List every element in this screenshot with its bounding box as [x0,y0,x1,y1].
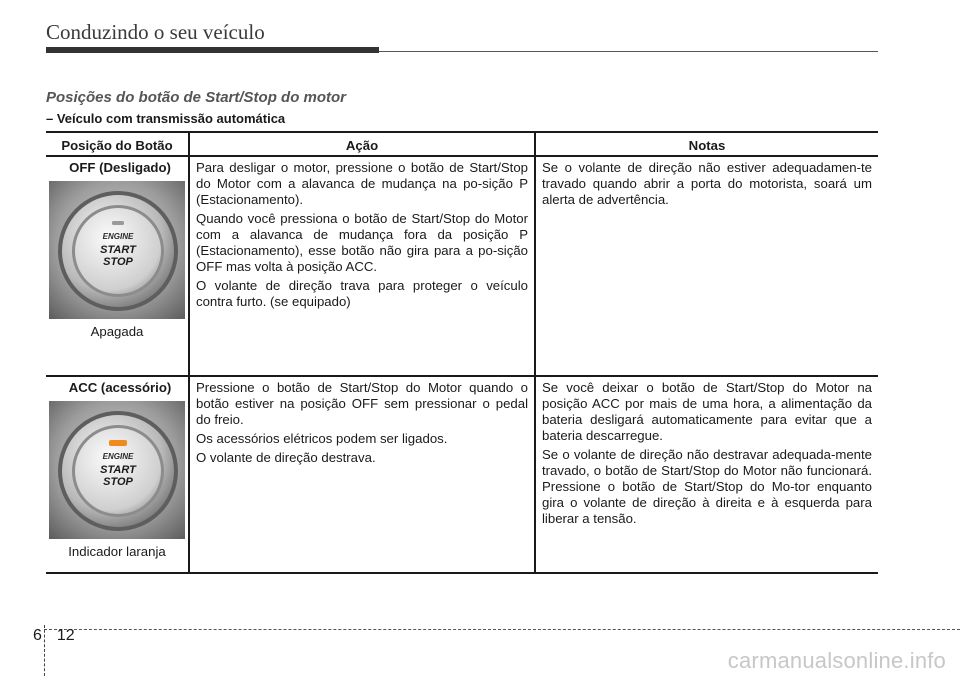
start-stop-button-off-image [49,181,185,319]
action-paragraph: Pressione o botão de Start/Stop do Motor quando o botão estiver na posição OFF sem pressionar o pedal do freio. [196,380,528,427]
table-header-row [46,132,878,156]
subsection-title: – Veículo com transmissão automática [46,111,286,126]
button-text-start: START [100,464,136,476]
button-text-engine: ENGINE [102,452,134,461]
position-cell-acc [46,376,189,573]
position-label-off: OFF (Desligado) [69,160,171,175]
section-title: Posições do botão de Start/Stop do motor [46,89,347,106]
position-cell-off [46,156,189,376]
button-text-engine: ENGINE [102,232,134,241]
action-cell-off [189,156,535,376]
action-paragraph: Para desligar o motor, pressione o botão de Start/Stop do Motor com a alavanca de mudança na po-sição P (Estacionamento). [196,160,528,207]
table-row-acc [46,376,878,573]
watermark: carmanualsonline.info [727,648,946,673]
action-cell-acc [189,376,535,573]
notes-paragraph: Se o volante de direção não estiver adequadamen-te travado quando abrir a porta do motorista, soará um alerta de advertência. [542,160,872,207]
column-header-position: Posição do Botão [46,132,189,156]
position-caption-off: Apagada [90,324,144,339]
button-text-start: START [100,244,136,256]
column-header-notes: Notas [535,132,878,156]
acc-indicator-off [112,221,124,225]
action-paragraph: O volante de direção trava para proteger o veículo contra furto. (se equipado) [196,278,528,309]
chapter-number: 6 [33,627,42,644]
footer-rule [44,629,960,630]
notes-cell-acc [535,376,878,573]
action-paragraph: O volante de direção destrava. [196,450,376,465]
notes-cell-off [535,156,878,376]
notes-paragraph: Se o volante de direção não destravar adequada-mente travado, o botão de Start/Stop do Motor não funcionará. Pressione o botão de Start/Stop do Mo-tor enquanto gira o volante de direção à direita e à esquerda para liberar a tensão. [542,447,872,526]
page-number-value: 12 [56,627,75,644]
acc-indicator-lit [109,440,127,446]
action-paragraph: Os acessórios elétricos podem ser ligados. [196,431,448,446]
start-stop-button-acc-image [49,401,185,539]
page-number [33,627,75,645]
notes-paragraph: Se você deixar o botão de Start/Stop do Motor na posição ACC por mais de uma hora, a alimentação da bateria desligará automaticamente para evitar que a bateria descarregue. [542,380,872,443]
button-positions-table [46,131,878,574]
table-row-off [46,156,878,376]
action-paragraph: Quando você pressiona o botão de Start/Stop do Motor com a alavanca de mudança fora da posição P (Estacionamento), esse botão não gira para a po-sição OFF mas volta à posição ACC. [196,211,528,274]
button-text-stop: STOP [103,256,133,268]
chapter-title: Conduzindo o seu veículo [46,20,265,44]
header-rule-thin [379,51,878,52]
header-rule-thick [46,47,379,53]
position-label-acc: ACC (acessório) [68,380,172,395]
column-header-action: Ação [189,132,535,156]
button-text-stop: STOP [103,476,133,488]
position-caption-acc: Indicador laranja [68,544,166,559]
